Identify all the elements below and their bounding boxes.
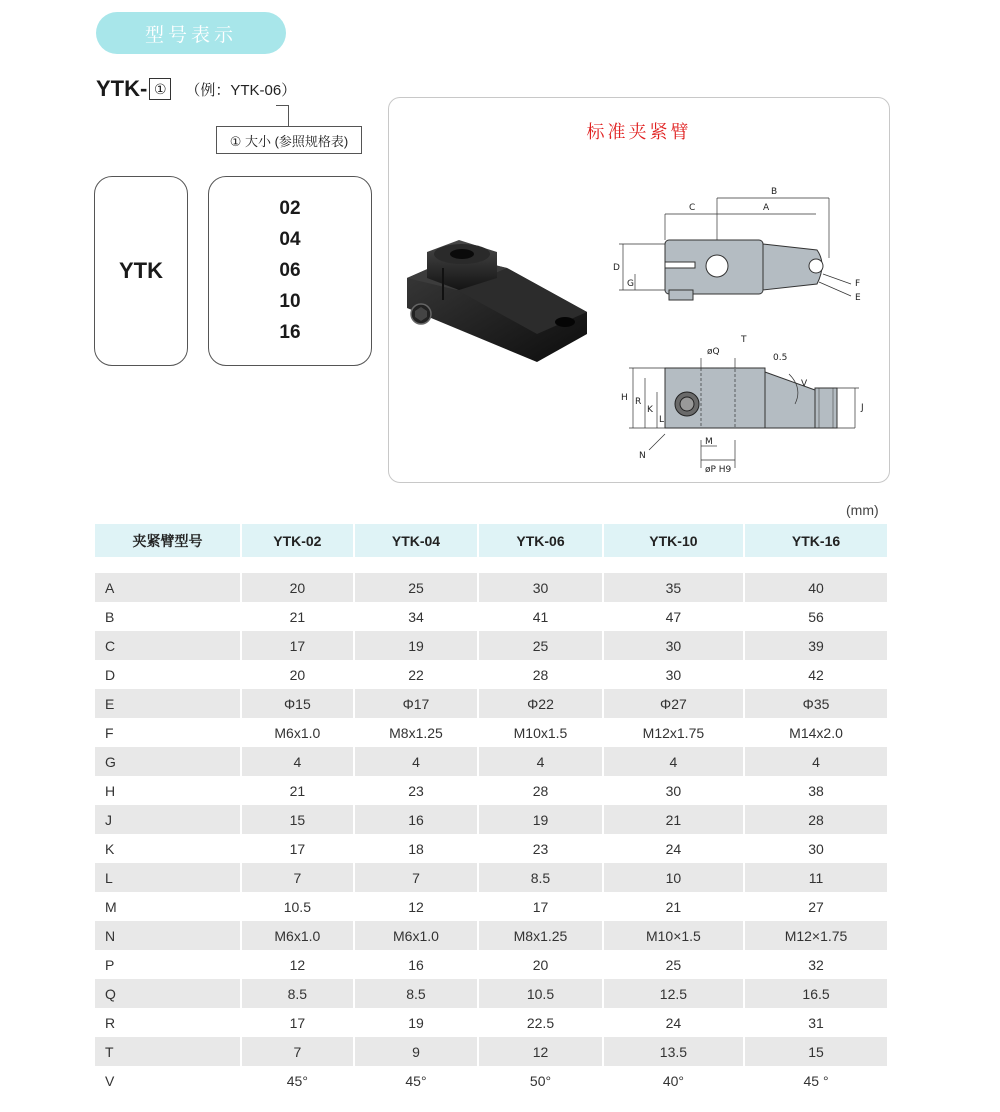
row-label-cell: P bbox=[105, 956, 115, 973]
dim-label-m: M bbox=[705, 437, 713, 447]
table-row bbox=[95, 921, 887, 950]
value-cell: 20 bbox=[477, 950, 602, 979]
value-cell: 17 bbox=[240, 834, 353, 863]
value-cell: 45° bbox=[240, 1066, 353, 1095]
dim-label-l: L bbox=[659, 415, 665, 425]
value-cell: 15 bbox=[240, 805, 353, 834]
table-spacer bbox=[95, 557, 887, 573]
value-cell: 47 bbox=[602, 602, 743, 631]
top-view-drawing bbox=[613, 187, 861, 303]
table-row bbox=[95, 950, 887, 979]
value-cell: M6x1.0 bbox=[240, 718, 353, 747]
row-label-cell: A bbox=[95, 573, 240, 602]
value-cell: 8.5 bbox=[353, 979, 478, 1008]
value-cell: 9 bbox=[353, 1037, 478, 1066]
value-cell: 4 bbox=[602, 747, 743, 776]
value-cell: 32 bbox=[743, 950, 887, 979]
dim-label-d: D bbox=[613, 263, 620, 273]
dim-label-v: V bbox=[801, 379, 808, 389]
value-cell: Φ35 bbox=[743, 689, 887, 718]
value-cell: 19 bbox=[353, 1008, 478, 1037]
section-title-pill bbox=[96, 12, 286, 54]
value-cell: 16.5 bbox=[743, 979, 887, 1008]
value-cell: 12 bbox=[240, 950, 353, 979]
row-label-cell: F bbox=[105, 724, 114, 741]
row-label-cell: B bbox=[105, 608, 115, 625]
dimension-drawings bbox=[605, 178, 885, 478]
value-cell: Φ15 bbox=[240, 689, 353, 718]
product-figure bbox=[388, 97, 890, 483]
table-row bbox=[95, 747, 887, 776]
series-box bbox=[94, 176, 188, 366]
dim-label-g: G bbox=[627, 279, 634, 289]
dim-label-j: J bbox=[861, 403, 864, 413]
value-cell: 22.5 bbox=[477, 1008, 602, 1037]
value-cell: 40° bbox=[602, 1066, 743, 1095]
value-cell: 28 bbox=[477, 776, 602, 805]
value-cell: 20 bbox=[240, 660, 353, 689]
value-cell: 4 bbox=[240, 747, 353, 776]
spec-table bbox=[95, 524, 887, 1095]
value-cell: 30 bbox=[477, 573, 602, 602]
dim-label-t: T bbox=[741, 335, 747, 345]
value-cell: 30 bbox=[743, 834, 887, 863]
model-example: （例：YTK-06） bbox=[185, 81, 297, 99]
value-cell: 4 bbox=[743, 747, 887, 776]
row-label-cell: Q bbox=[95, 979, 240, 1008]
table-row bbox=[95, 573, 887, 602]
value-cell: 50° bbox=[477, 1066, 602, 1095]
value-cell: 13.5 bbox=[602, 1037, 743, 1066]
value-cell: 30 bbox=[602, 631, 743, 660]
value-cell: 21 bbox=[240, 776, 353, 805]
row-label-cell: N bbox=[95, 921, 240, 950]
value-cell: 30 bbox=[602, 776, 743, 805]
size-item: 02 bbox=[279, 198, 301, 219]
dim-label-q: øQ bbox=[707, 347, 720, 357]
row-label-cell: C bbox=[95, 631, 240, 660]
header-cell: YTK-16 bbox=[743, 524, 887, 557]
section-title: 型号表示 bbox=[144, 24, 237, 46]
table-row bbox=[95, 602, 887, 631]
value-cell: 42 bbox=[743, 660, 887, 689]
dim-label-e: E bbox=[855, 293, 861, 303]
figure-title: 标准夹紧臂 bbox=[586, 122, 692, 142]
value-cell: 20 bbox=[240, 573, 353, 602]
value-cell: 8.5 bbox=[477, 863, 602, 892]
row-label-cell: J bbox=[95, 805, 240, 834]
value-cell: 34 bbox=[353, 602, 478, 631]
value-cell: M14x2.0 bbox=[743, 718, 887, 747]
header-cell: YTK-10 bbox=[602, 524, 743, 557]
value-cell: 28 bbox=[743, 805, 887, 834]
row-label-cell: T bbox=[95, 1037, 240, 1066]
value-cell: 18 bbox=[353, 834, 478, 863]
unit-label: (mm) bbox=[846, 502, 879, 518]
value-cell: 22 bbox=[353, 660, 478, 689]
value-cell: 17 bbox=[477, 892, 602, 921]
model-size-placeholder: ① bbox=[149, 78, 171, 100]
value-cell: 21 bbox=[602, 805, 743, 834]
dim-label-gap: 0.5 bbox=[773, 353, 788, 363]
model-prefix: YTK- bbox=[96, 76, 148, 101]
size-item: 04 bbox=[279, 229, 301, 250]
value-cell: 10.5 bbox=[477, 979, 602, 1008]
row-label-cell: L bbox=[95, 863, 240, 892]
value-cell: 19 bbox=[477, 805, 602, 834]
dim-label-a: A bbox=[763, 203, 770, 213]
value-cell: 27 bbox=[743, 892, 887, 921]
header-cell: 夹紧臂型号 bbox=[95, 524, 240, 557]
row-label-cell: G bbox=[95, 747, 240, 776]
value-cell: 25 bbox=[353, 573, 478, 602]
value-cell: Φ27 bbox=[602, 689, 743, 718]
model-code bbox=[96, 76, 296, 102]
size-options-box bbox=[208, 176, 372, 366]
series-label: YTK bbox=[119, 258, 163, 283]
spec-table-body bbox=[95, 557, 887, 1095]
value-cell: 12 bbox=[353, 892, 478, 921]
value-cell: 8.5 bbox=[240, 979, 353, 1008]
value-cell: 28 bbox=[477, 660, 602, 689]
value-cell: 17 bbox=[240, 631, 353, 660]
dim-label-c: C bbox=[689, 203, 696, 213]
row-label-cell: K bbox=[105, 840, 115, 857]
value-cell: 31 bbox=[743, 1008, 887, 1037]
dim-label-b: B bbox=[771, 187, 778, 197]
value-cell: 21 bbox=[602, 892, 743, 921]
value-cell: 15 bbox=[743, 1037, 887, 1066]
header-cell: YTK-02 bbox=[240, 524, 353, 557]
header-cell: YTK-04 bbox=[353, 524, 478, 557]
value-cell: M8x1.25 bbox=[353, 718, 478, 747]
table-row bbox=[95, 1008, 887, 1037]
value-cell: 12.5 bbox=[602, 979, 743, 1008]
size-list bbox=[209, 193, 371, 348]
header-cell: YTK-06 bbox=[477, 524, 602, 557]
value-cell: 7 bbox=[240, 1037, 353, 1066]
value-cell: 7 bbox=[353, 863, 478, 892]
table-row bbox=[95, 892, 887, 921]
value-cell: 7 bbox=[240, 863, 353, 892]
value-cell: 16 bbox=[353, 805, 478, 834]
row-label-cell: R bbox=[105, 1014, 116, 1031]
table-row bbox=[95, 805, 887, 834]
value-cell: 12 bbox=[477, 1037, 602, 1066]
value-cell: 4 bbox=[353, 747, 478, 776]
value-cell: 56 bbox=[743, 602, 887, 631]
value-cell: 21 bbox=[240, 602, 353, 631]
value-cell: 45 ° bbox=[743, 1066, 887, 1095]
value-cell: 10.5 bbox=[240, 892, 353, 921]
value-cell: 30 bbox=[602, 660, 743, 689]
spec-table-header bbox=[95, 524, 887, 557]
row-label-cell: E bbox=[95, 689, 240, 718]
value-cell: Φ22 bbox=[477, 689, 602, 718]
value-cell: Φ17 bbox=[353, 689, 478, 718]
side-view-drawing bbox=[621, 335, 864, 475]
size-legend-label: ① 大小 (参照规格表) bbox=[229, 133, 349, 149]
dim-label-p: øP H9 bbox=[705, 465, 732, 475]
value-cell: M6x1.0 bbox=[353, 921, 478, 950]
size-legend bbox=[216, 126, 362, 154]
value-cell: 35 bbox=[602, 573, 743, 602]
size-item: 10 bbox=[279, 291, 301, 312]
row-label-cell: H bbox=[105, 782, 116, 799]
value-cell: 24 bbox=[602, 834, 743, 863]
table-row bbox=[95, 689, 887, 718]
value-cell: 25 bbox=[602, 950, 743, 979]
value-cell: M10×1.5 bbox=[602, 921, 743, 950]
dim-label-k: K bbox=[647, 405, 653, 415]
value-cell: 17 bbox=[240, 1008, 353, 1037]
row-label-cell: M bbox=[105, 898, 117, 915]
legend-connector bbox=[288, 105, 289, 126]
value-cell: 25 bbox=[477, 631, 602, 660]
value-cell: 23 bbox=[477, 834, 602, 863]
table-row bbox=[95, 776, 887, 805]
value-cell: 41 bbox=[477, 602, 602, 631]
table-row bbox=[95, 660, 887, 689]
value-cell: M6x1.0 bbox=[240, 921, 353, 950]
value-cell: 10 bbox=[602, 863, 743, 892]
table-row bbox=[95, 718, 887, 747]
row-label-cell: D bbox=[105, 666, 116, 683]
value-cell: 16 bbox=[353, 950, 478, 979]
size-item: 16 bbox=[279, 322, 301, 343]
value-cell: M10x1.5 bbox=[477, 718, 602, 747]
dim-label-h: H bbox=[621, 393, 628, 403]
dim-label-r: R bbox=[635, 397, 642, 407]
value-cell: 19 bbox=[353, 631, 478, 660]
table-row bbox=[95, 1037, 887, 1066]
dim-label-n: N bbox=[639, 451, 646, 461]
value-cell: 23 bbox=[353, 776, 478, 805]
table-row bbox=[95, 863, 887, 892]
dim-label-f: F bbox=[855, 279, 861, 289]
value-cell: 38 bbox=[743, 776, 887, 805]
row-label-cell: V bbox=[105, 1072, 115, 1089]
table-row bbox=[95, 1066, 887, 1095]
value-cell: 24 bbox=[602, 1008, 743, 1037]
table-row bbox=[95, 834, 887, 863]
value-cell: M12×1.75 bbox=[743, 921, 887, 950]
value-cell: M12x1.75 bbox=[602, 718, 743, 747]
table-row bbox=[95, 979, 887, 1008]
value-cell: 4 bbox=[477, 747, 602, 776]
table-row bbox=[95, 631, 887, 660]
clamp-arm-render bbox=[397, 238, 597, 378]
size-item: 06 bbox=[279, 260, 301, 281]
value-cell: 11 bbox=[743, 863, 887, 892]
value-cell: M8x1.25 bbox=[477, 921, 602, 950]
value-cell: 39 bbox=[743, 631, 887, 660]
value-cell: 40 bbox=[743, 573, 887, 602]
value-cell: 45° bbox=[353, 1066, 478, 1095]
